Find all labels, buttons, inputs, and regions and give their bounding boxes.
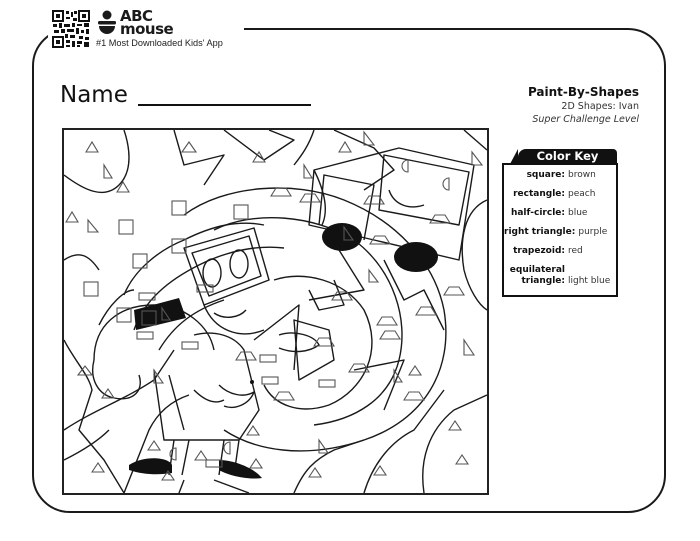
key-shape: half-circle: — [510, 208, 565, 218]
name-label: Name — [60, 82, 128, 108]
key-row-rectangle — [504, 189, 612, 200]
key-color: brown — [568, 170, 596, 180]
key-row-trapezoid — [504, 246, 612, 257]
brand-header — [52, 7, 223, 54]
key-shape: trapezoid: — [513, 246, 565, 256]
key-color: peach — [568, 189, 596, 199]
ivan-coloring-illustration — [64, 130, 487, 493]
key-row-square — [504, 170, 612, 181]
worksheet-title: Paint-By-Shapes — [527, 85, 639, 99]
key-row-right-triangle — [504, 227, 612, 238]
key-shape: rectangle: — [513, 189, 565, 199]
worksheet-level: Super Challenge Level — [532, 114, 639, 125]
key-shape-multiline — [510, 265, 565, 287]
key-shape-line1: equilateral — [509, 265, 565, 275]
color-key-box — [502, 163, 618, 297]
name-input-line[interactable] — [138, 104, 311, 106]
coloring-picture[interactable] — [62, 128, 489, 495]
key-color: purple — [578, 227, 608, 237]
key-color: light blue — [568, 276, 611, 286]
logo-abc: ABC — [120, 7, 153, 25]
key-shape: square: — [526, 170, 565, 180]
key-shape: right triangle: — [504, 227, 576, 237]
abcmouse-logo — [96, 7, 223, 48]
mouse-mascot-icon — [98, 10, 116, 36]
key-row-equilateral-triangle — [504, 265, 612, 287]
key-color: red — [568, 246, 583, 256]
key-color: blue — [568, 208, 588, 218]
color-key-heading: Color Key — [518, 149, 617, 164]
key-row-half-circle — [504, 208, 612, 219]
tagline: #1 Most Downloaded Kids' App — [96, 38, 223, 48]
title-block — [528, 85, 639, 126]
logo-mouse: mouse — [120, 20, 174, 38]
worksheet-subtitle: 2D Shapes: Ivan — [561, 101, 639, 112]
qr-code-icon — [52, 10, 90, 48]
key-shape: triangle: — [521, 276, 565, 286]
